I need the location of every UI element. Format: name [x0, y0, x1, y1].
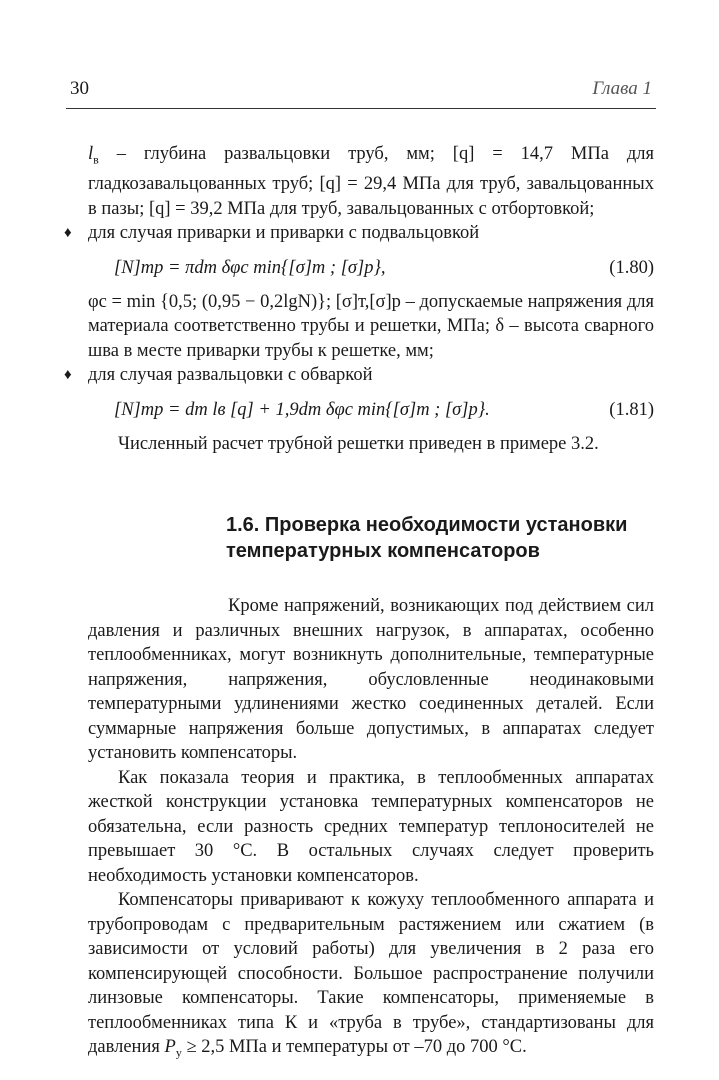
- header-rule: [66, 108, 656, 109]
- var-l: l: [88, 144, 94, 164]
- bullet-diamond-icon: ♦: [64, 367, 72, 384]
- section-heading-line-2: температурных компенсаторов: [226, 540, 540, 563]
- bullet-text: для случая развальцовки с обваркой: [88, 365, 373, 386]
- bullet-item-welding: [64, 221, 654, 246]
- spacer: [88, 456, 654, 512]
- definitions-paragraph: [88, 142, 654, 221]
- section-heading-line-1: 1.6. Проверка необходимости установки: [226, 514, 628, 537]
- page-number: 30: [70, 78, 89, 99]
- phi-formula: φc = min {0,5; (0,95 − 0,2lgN)}; [σ]т,[σ]р: [88, 291, 401, 312]
- formula-1-81-number: (1.81): [609, 399, 654, 420]
- formula-1-80: [88, 246, 654, 290]
- paragraph-2: Как показала теория и практика, в теплообменных аппаратах жесткой конструкции установка температурных компенсаторов не обязательна, если разность средних температур теплоносителей не превышает 30 °С. В остальных случаях следует проверить необходимость установки компенсаторов.: [88, 767, 654, 886]
- var-l-sub: в: [93, 152, 99, 167]
- chapter-title: Глава 1: [592, 78, 652, 99]
- definitions-text: – глубина развальцовки труб, мм; [q] = 14,7 МПа для гладкозавальцованных труб; [q] = 29,4 МПа для труб, завальцованных в пазы; [q] = 39,2 МПа для труб, завальцованных с отбортовкой;: [88, 144, 654, 219]
- bullet-item-rolling: [64, 363, 654, 388]
- spacer: [88, 564, 654, 594]
- phi-text: – допускаемые напряжения для материала соответственно трубы и решетки, МПа; δ – высота сварного шва в месте приварки трубы к решетке, мм;: [88, 291, 654, 361]
- page-body: [64, 142, 654, 1065]
- paragraph-1: Кроме напряжений, возникающих под действием сил давления и различных внешних нагрузок, в аппаратах, особенно теплообменниках, могут возникнуть дополнительные, температурные напряжения, напряжения, обусловленные неодинаковыми температурными удлинениями жестко соединенных деталей. Если суммарные напряжения больше допустимых, в аппаратах следует установить компенсаторы.: [88, 596, 654, 764]
- page-header: [70, 78, 652, 102]
- paragraph-3-text: Компенсаторы приваривают к кожуху теплообменного аппарата и трубопроводам с предварительным растяжением или сжатием (в зависимости от условий работы) для увеличения в 2 раза его компенсирующей способности. Большое распространение получили линзовые компенсаторы. Такие компенсаторы, применяемые в теплообменниках типа К и «труба в трубе», стандартизованы для давления: [88, 890, 654, 1058]
- formula-1-81: [88, 388, 654, 432]
- formula-1-81-expression: [N]тр = dт lв [q] + 1,9dт δφc min{[σ]т ; [σ]р}.: [114, 399, 490, 420]
- numeric-calc-paragraph: Численный расчет трубной решетки приведен в примере 3.2.: [118, 433, 599, 454]
- paragraph-3: [88, 888, 654, 1065]
- phi-definition: [88, 290, 654, 364]
- var-p: P: [164, 1037, 176, 1058]
- formula-1-80-number: (1.80): [609, 257, 654, 278]
- formula-1-80-expression: [N]тр = πdт δφc min{[σ]т ; [σ]р},: [114, 257, 386, 278]
- bullet-text: для случая приварки и приварки с подвальцовкой: [88, 223, 480, 244]
- var-p-sub: у: [175, 1045, 182, 1060]
- section-heading: [226, 512, 654, 564]
- bullet-diamond-icon: ♦: [64, 225, 72, 242]
- paragraph-3-tail: ≥ 2,5 МПа и температуры от –70 до 700 °С.: [181, 1037, 527, 1058]
